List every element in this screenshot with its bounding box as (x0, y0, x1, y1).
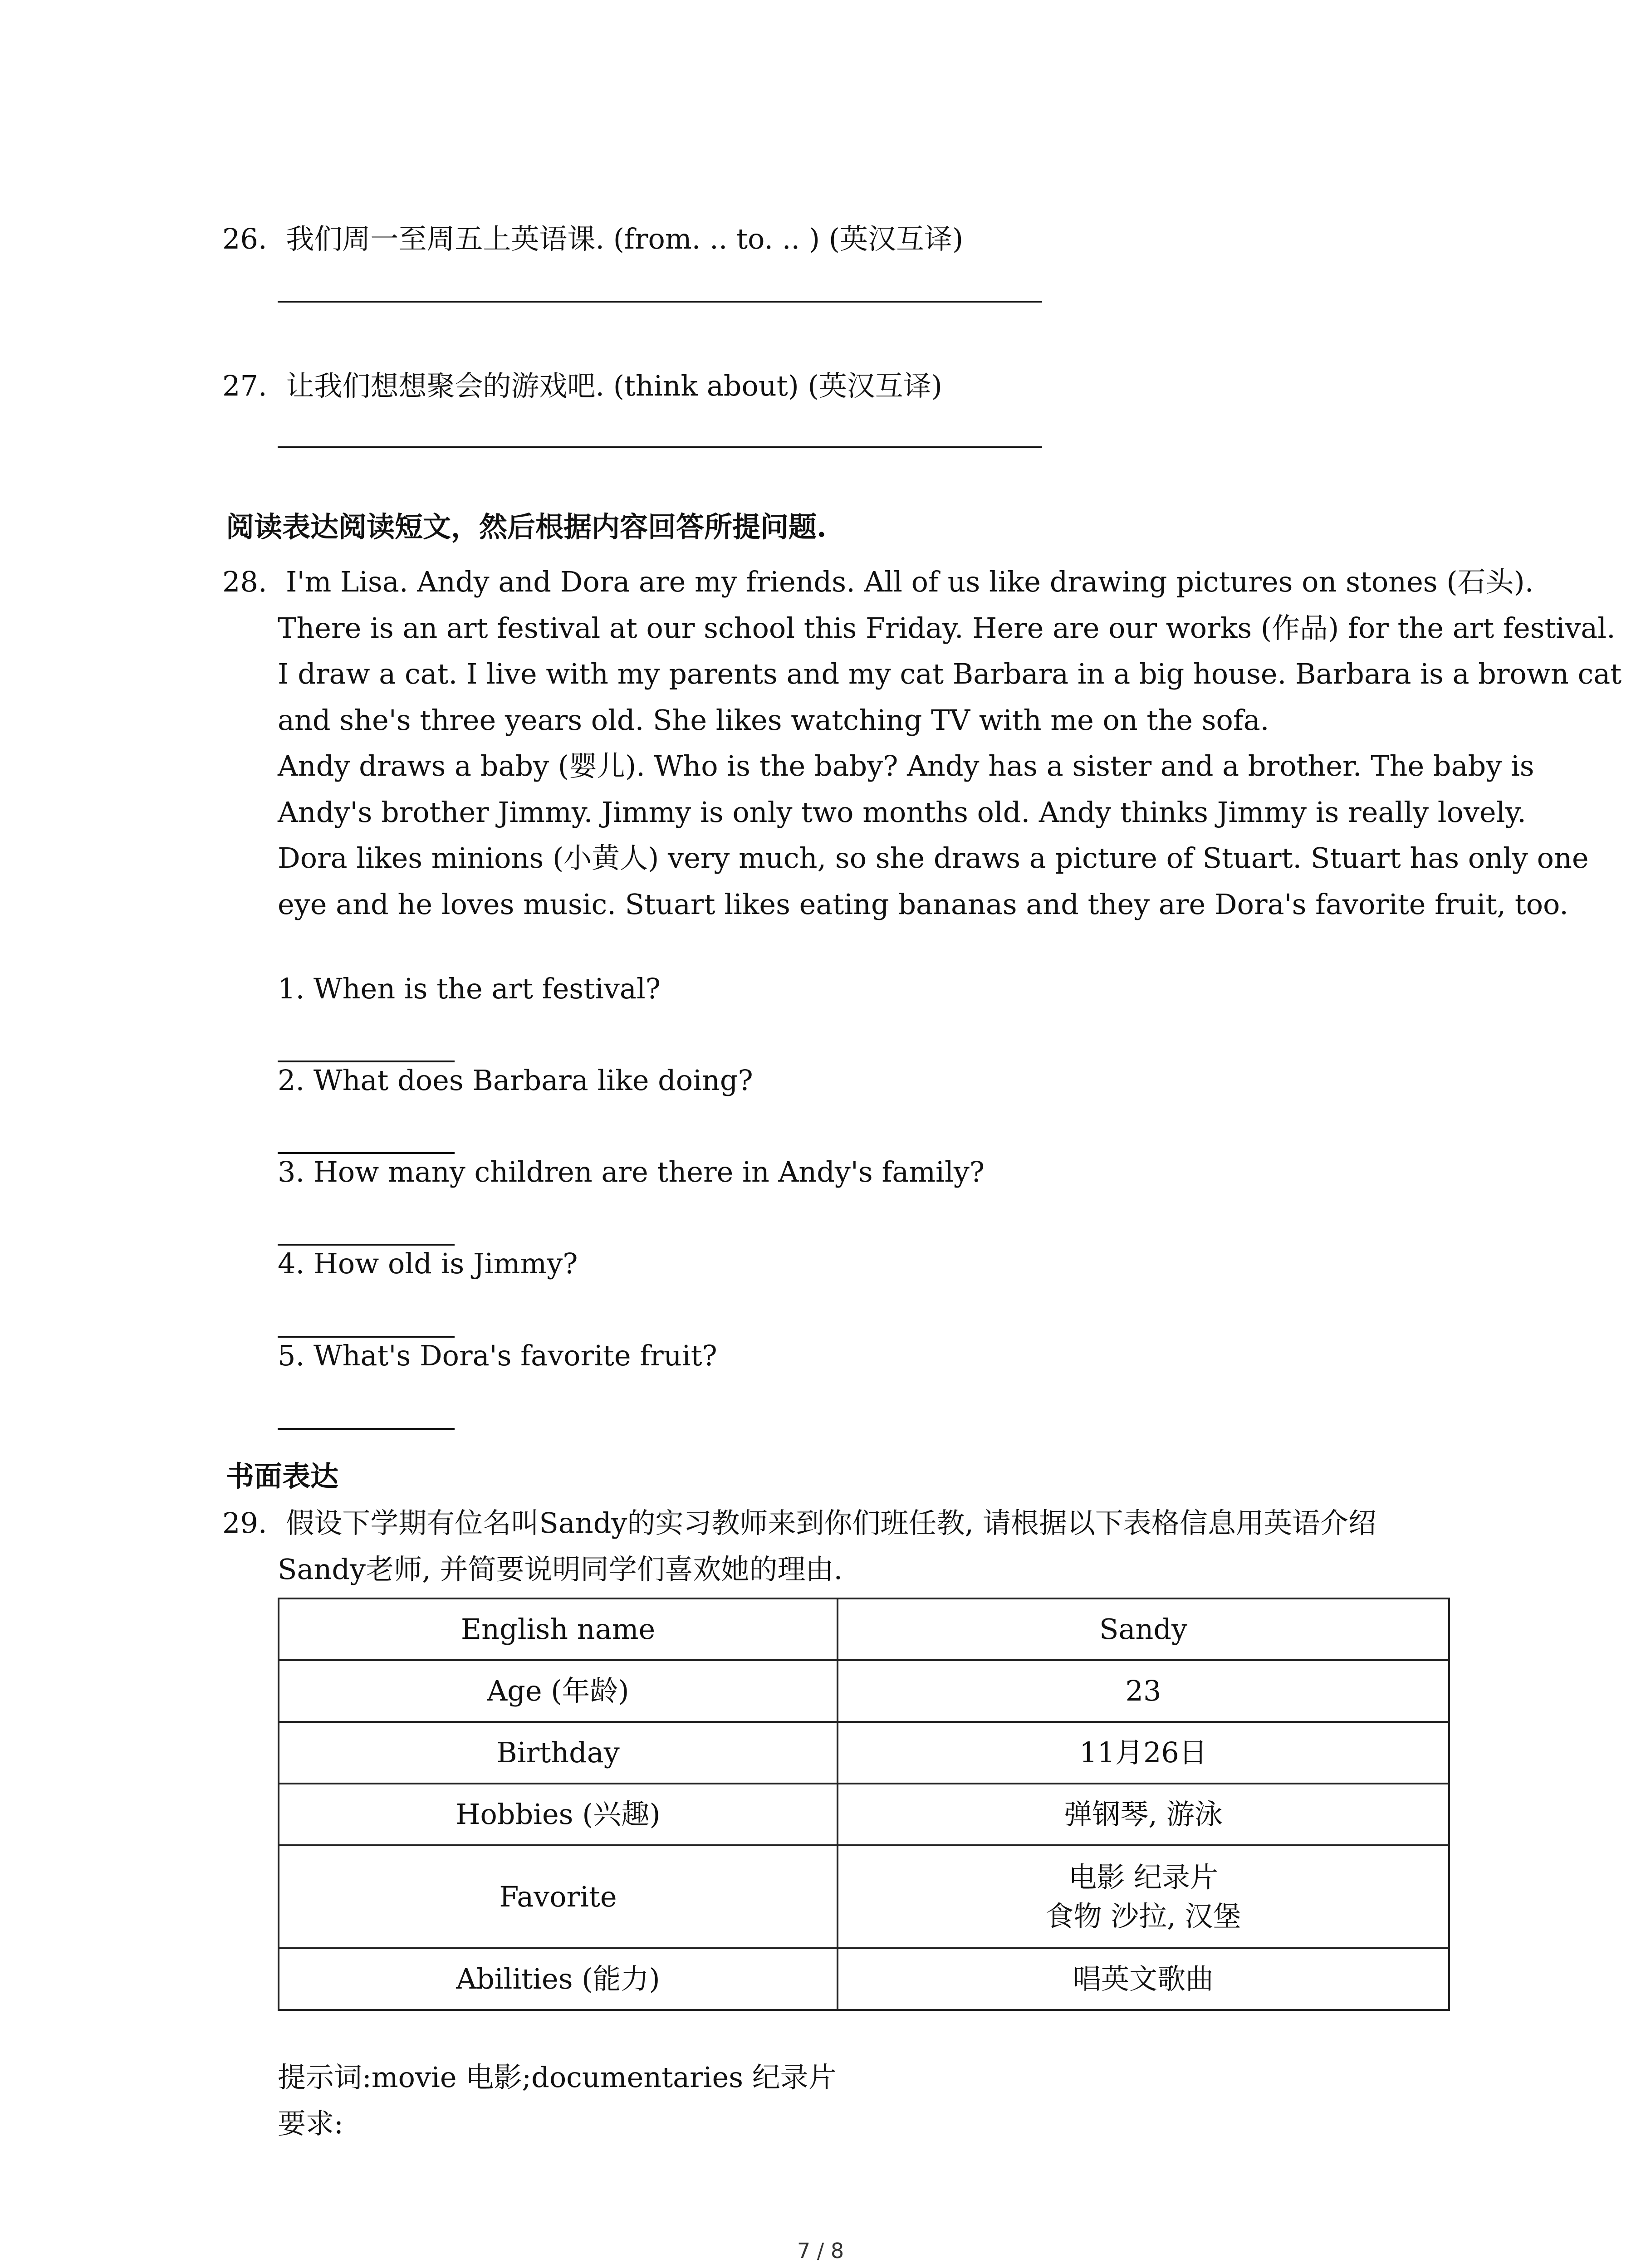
question-number: 27. (222, 369, 267, 402)
table-value: Sandy (838, 1598, 1449, 1660)
passage-line: Andy draws a baby (婴儿). Who is the baby? Andy has a sister and a brother. The baby is (278, 749, 1534, 782)
question-29-line2: Sandy老师, 并简要说明同学们喜欢她的理由. (278, 1553, 843, 1586)
question-27 (222, 363, 942, 409)
reading-question-5: 5. What's Dora's favorite fruit? (278, 1339, 717, 1372)
answer-line-r1[interactable] (278, 1061, 455, 1062)
answer-line-26[interactable] (278, 301, 1042, 303)
reading-question-2: 2. What does Barbara like doing? (278, 1064, 753, 1097)
answer-line-r4[interactable] (278, 1336, 455, 1338)
question-29 (222, 1500, 1376, 1546)
hint-text: 提示词:movie 电影;documentaries 纪录片 (278, 2061, 837, 2094)
table-row (279, 1660, 1449, 1722)
table-label: Birthday (279, 1722, 838, 1784)
passage-line: Andy's brother Jimmy. Jimmy is only two months old. Andy thinks Jimmy is really lovely. (278, 795, 1526, 829)
answer-line-r2[interactable] (278, 1152, 455, 1154)
answer-line-27[interactable] (278, 446, 1042, 448)
table-label: Favorite (279, 1845, 838, 1948)
page-number: 7 / 8 (797, 2239, 844, 2263)
answer-line-r3[interactable] (278, 1244, 455, 1246)
table-row (279, 1845, 1449, 1948)
table-value: 唱英文歌曲 (838, 1948, 1449, 2010)
table-value: 23 (838, 1660, 1449, 1722)
passage-line: and she's three years old. She likes watching TV with me on the sofa. (278, 703, 1269, 737)
answer-line-r5[interactable] (278, 1428, 455, 1430)
table-label: Age (年龄) (279, 1660, 838, 1722)
writing-section-title: 书面表达 (226, 1460, 339, 1493)
question-number: 29. (222, 1506, 267, 1540)
table-row (279, 1948, 1449, 2010)
passage-line: I draw a cat. I live with my parents and my cat Barbara in a big house. Barbara is a brown cat (278, 657, 1622, 690)
table-value-line: 电影 纪录片 (1068, 1860, 1218, 1894)
reading-passage (278, 559, 1622, 927)
table-label: Abilities (能力) (279, 1948, 838, 2010)
passage-line: There is an art festival at our school this Friday. Here are our works (作品) for the art festival. (278, 611, 1616, 645)
reading-question-4: 4. How old is Jimmy? (278, 1247, 578, 1280)
question-text: 我们周一至周五上英语课. (from. .. to. .. ) (英汉互译) (286, 222, 964, 255)
reading-question-1: 1. When is the art festival? (278, 972, 661, 1005)
teacher-info-table (278, 1598, 1450, 2011)
question-text: 假设下学期有位名叫Sandy的实习教师来到你们班任教, 请根据以下表格信息用英语介绍 (286, 1506, 1376, 1540)
requirement-label: 要求: (278, 2107, 343, 2140)
table-value: 11月26日 (838, 1722, 1449, 1784)
table-value-line: 食物 沙拉, 汉堡 (1045, 1899, 1241, 1933)
table-value (838, 1845, 1449, 1948)
question-number: 26. (222, 222, 267, 255)
table-label: English name (279, 1598, 838, 1660)
table-label: Hobbies (兴趣) (279, 1784, 838, 1845)
reading-section-title: 阅读表达阅读短文，然后根据内容回答所提问题. (226, 510, 827, 543)
table-value: 弹钢琴, 游泳 (838, 1784, 1449, 1845)
question-text: 让我们想想聚会的游戏吧. (think about) (英汉互译) (286, 369, 942, 402)
table-row (279, 1784, 1449, 1845)
table-row (279, 1598, 1449, 1660)
passage-line: eye and he loves music. Stuart likes eating bananas and they are Dora's favorite fruit, too. (278, 887, 1569, 921)
reading-question-3: 3. How many children are there in Andy's family? (278, 1155, 985, 1188)
passage-line: I'm Lisa. Andy and Dora are my friends. All of us like drawing pictures on stones (石头). (286, 565, 1534, 598)
question-28-number: 28. (222, 565, 267, 598)
table-row (279, 1722, 1449, 1784)
passage-line: Dora likes minions (小黄人) very much, so she draws a picture of Stuart. Stuart has only one (278, 841, 1589, 875)
question-26 (222, 216, 963, 262)
